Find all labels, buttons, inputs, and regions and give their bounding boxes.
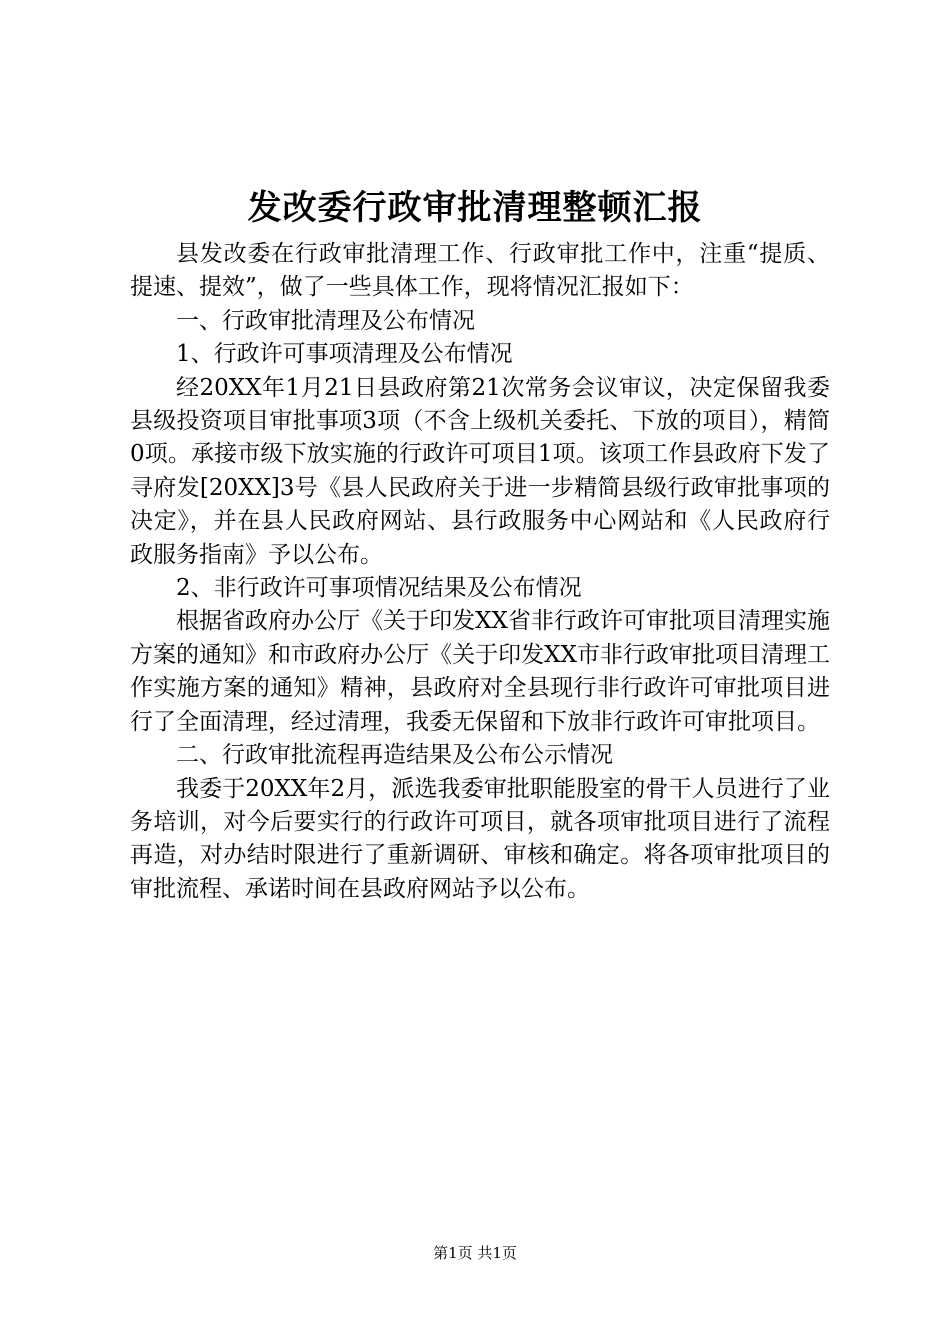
paragraph-intro: 县发改委在行政审批清理工作、行政审批工作中，注重“提质、提速、提效”，做了一些具体工作，现将情况汇报如下：	[130, 241, 830, 301]
heading-section-2: 二、行政审批流程再造结果及公布公示情况	[176, 742, 613, 769]
document-body	[130, 238, 830, 906]
paragraph-section-1-2: 根据省政府办公厅《关于印发XX省非行政许可审批项目清理实施方案的通知》和市政府办公厅《关于印发XX市非行政审批项目清理工作实施方案的通知》精神，县政府对全县现行非行政许可审批项目进行了全面清理，经过清理，我委无保留和下放非行政许可审批项目。	[130, 608, 830, 735]
document-title: 发改委行政审批清理整顿汇报	[247, 188, 703, 228]
heading-subsection-1-2: 2、非行政许可事项情况结果及公布情况	[176, 575, 582, 602]
paragraph-section-2: 我委于20XX年2月，派选我委审批职能股室的骨干人员进行了业务培训，对今后要实行的行政许可项目，就各项审批项目进行了流程再造，对办结时限进行了重新调研、审核和确定。将各项审批项目的审批流程、承诺时间在县政府网站予以公布。	[130, 775, 830, 902]
page-footer: 第1页 共1页	[433, 1244, 517, 1262]
heading-section-1: 一、行政审批清理及公布情况	[176, 307, 475, 334]
heading-subsection-1-1: 1、行政许可事项清理及公布情况	[176, 341, 513, 368]
paragraph-section-1-1: 经20XX年1月21日县政府第21次常务会议审议，决定保留我委县级投资项目审批事项3项（不含上级机关委托、下放的项目），精简0项。承接市级下放实施的行政许可项目1项。该项工作县政府下发了寻府发[20XX]3号《县人民政府关于进一步精简县级行政审批事项的决定》，并在县人民政府网站、县行政服务中心网站和《人民政府行政服务指南》予以公布。	[130, 374, 830, 568]
